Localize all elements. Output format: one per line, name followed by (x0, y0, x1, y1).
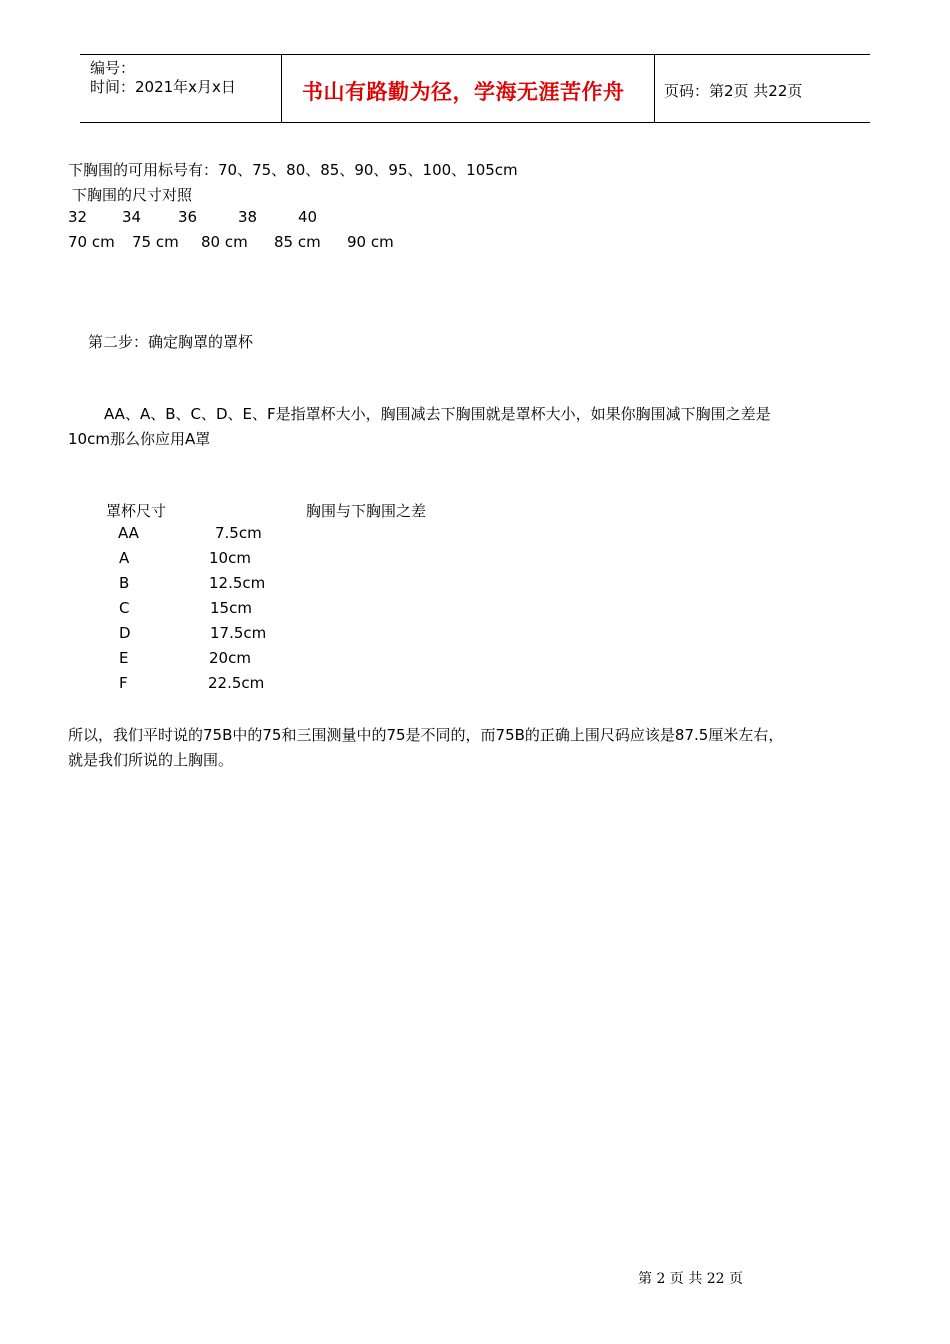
cup-diff: 20cm (209, 649, 251, 667)
cup-diff: 10cm (209, 549, 251, 567)
band-number-row (68, 208, 338, 226)
cup-header-left: 罩杯尺寸 (106, 502, 167, 520)
band-cm-row (68, 233, 407, 251)
header-motto: 书山有路勤为径，学海无涯苦作舟 (302, 80, 625, 104)
band-cm: 75 cm (132, 233, 179, 251)
step-two-heading: 第二步：确定胸罩的罩杯 (88, 333, 254, 351)
cup-diff: 12.5cm (209, 574, 266, 592)
header-bottom-border (80, 122, 870, 123)
header-time-label: 时间：2021年x月x日 (90, 78, 236, 96)
underbust-table-title: 下胸围的尺寸对照 (72, 186, 193, 204)
underbust-sizes-text: 下胸围的可用标号有：70、75、80、85、90、95、100、105cm (68, 161, 518, 179)
band-number: 38 (238, 208, 258, 226)
conclusion-line2: 就是我们所说的上胸围。 (68, 751, 234, 769)
band-cm: 90 cm (347, 233, 394, 251)
band-cm: 70 cm (68, 233, 115, 251)
cup-label: B (119, 574, 130, 592)
conclusion-line1: 所以，我们平时说的75B中的75和三围测量中的75是不同的，而75B的正确上围尺码应该是87.5厘米左右， (68, 726, 784, 744)
cup-label: C (119, 599, 130, 617)
cup-header-right: 胸围与下胸围之差 (306, 502, 427, 520)
cup-label: D (119, 624, 131, 642)
header-top-border (80, 54, 870, 55)
band-number: 36 (178, 208, 198, 226)
cup-label: F (119, 674, 128, 692)
band-cm: 85 cm (274, 233, 321, 251)
cup-diff: 17.5cm (210, 624, 267, 642)
band-number: 32 (68, 208, 88, 226)
header-divider-right (654, 55, 655, 122)
header-number-label: 编号： (90, 59, 136, 77)
page-footer: 第 2 页 共 22 页 (638, 1271, 743, 1287)
band-number: 34 (122, 208, 142, 226)
cup-label: AA (118, 524, 139, 542)
cup-diff: 22.5cm (208, 674, 265, 692)
cup-diff: 15cm (210, 599, 252, 617)
band-cm: 80 cm (201, 233, 248, 251)
header-page-label: 页码：第2页 共22页 (664, 82, 803, 100)
cup-label: E (119, 649, 129, 667)
cup-explanation-line1: AA、A、B、C、D、E、F是指罩杯大小，胸围减去下胸围就是罩杯大小，如果你胸围减下胸围之差是 (104, 405, 771, 423)
cup-label: A (119, 549, 130, 567)
band-number: 40 (298, 208, 318, 226)
header-divider-left (281, 55, 282, 122)
cup-explanation-line2: 10cm那么你应用A罩 (68, 430, 211, 448)
cup-diff: 7.5cm (215, 524, 262, 542)
